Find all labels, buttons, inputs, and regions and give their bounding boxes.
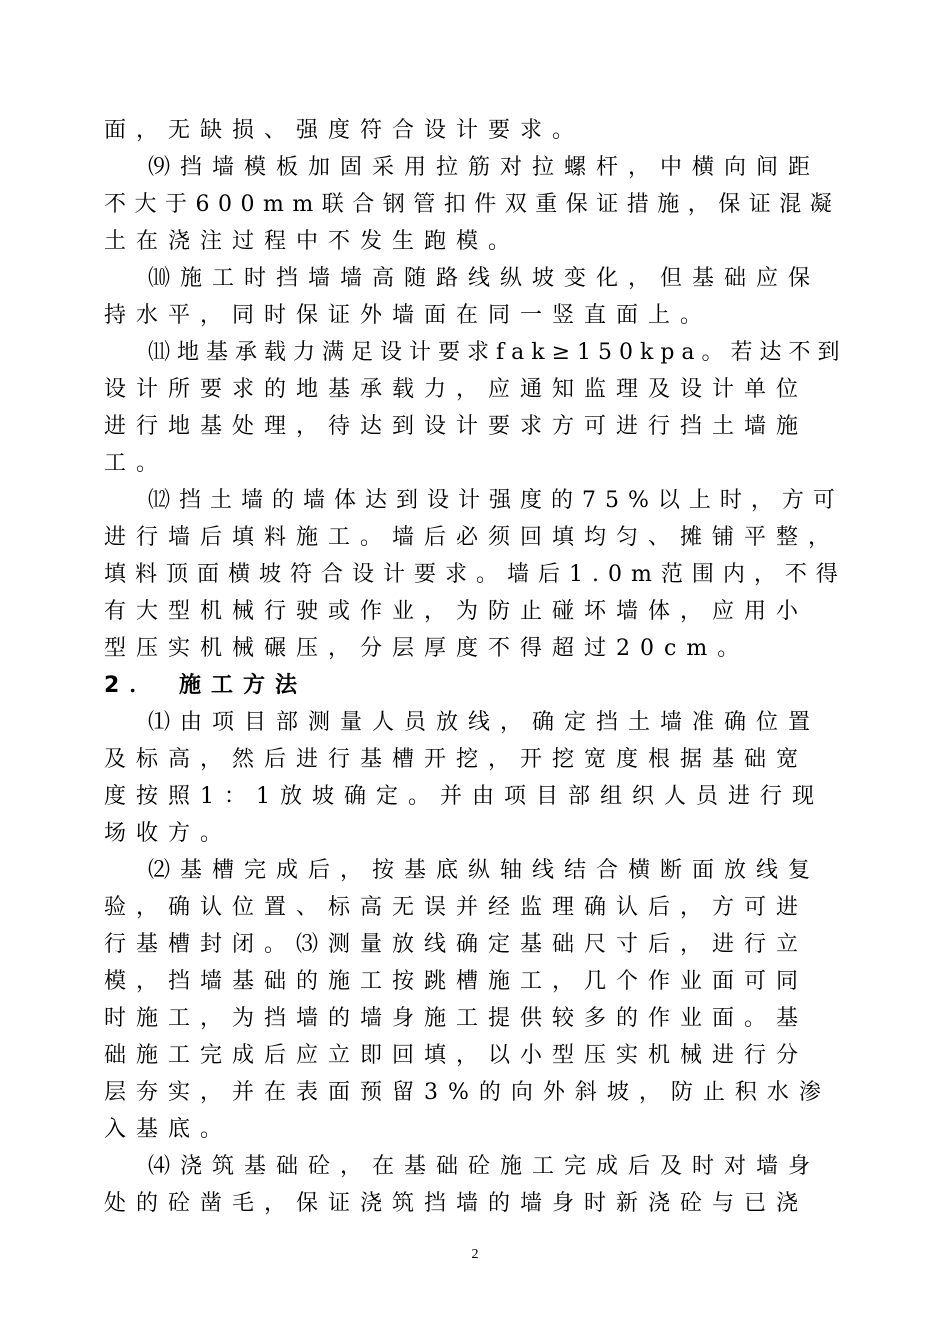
text-line: ⑵基槽完成后，按基底纵轴线结合横断面放线复 [148,858,821,883]
text-line: 础施工完成后应立即回填，以小型压实机械进行分 [104,1043,809,1068]
text-line: 土在浇注过程中不发生跑模。 [104,229,521,254]
text-line: 时施工，为挡墙的墙身施工提供较多的作业面。基 [104,1006,809,1031]
text-line: ⑷浇筑基础砼，在基础砼施工完成后及时对墙身 [148,1154,821,1179]
text-line: ⑾地基承载力满足设计要求fak≥150kpa。若达不到 [148,340,847,365]
text-line: 入基底。 [104,1117,233,1142]
text-line: 面，无缺损、强度符合设计要求。 [104,118,585,143]
page-number: 2 [471,1247,479,1262]
text-line: 设计所要求的地基承载力，应通知监理及设计单位 [104,377,809,402]
text-line: 工。 [104,451,169,476]
text-line: 处的砼凿毛，保证浇筑挡墙的墙身时新浇砼与已浇 [104,1191,809,1216]
text-line: 进行地基处理，待达到设计要求方可进行挡土墙施 [104,414,809,439]
text-line: 持水平，同时保证外墙面在同一竖直面上。 [104,303,713,328]
text-line: 度按照1：1放坡确定。并由项目部组织人员进行现 [104,784,824,809]
text-line: 填料顶面横坡符合设计要求。墙后1.0m范围内，不得 [104,562,847,587]
text-line: 有大型机械行驶或作业，为防止碰坏墙体，应用小 [104,599,809,624]
text-line: ⑿挡土墙的墙体达到设计强度的75%以上时，方可 [148,488,844,513]
text-line: 行基槽封闭。⑶测量放线确定基础尺寸后，进行立 [104,932,809,957]
text-line: 模，挡墙基础的施工按跳槽施工，几个作业面可同 [104,969,809,994]
section-heading: 2． 施工方法 [104,673,307,698]
text-line: 场收方。 [104,821,233,846]
text-line: 不大于600mm联合钢管扣件双重保证措施，保证混凝 [104,192,841,217]
text-line: 进行墙后填料施工。墙后必须回填均匀、摊铺平整， [104,525,841,550]
text-line: ⑼挡墙模板加固采用拉筋对拉螺杆，中横向间距 [148,155,821,180]
text-line: 及标高，然后进行基槽开挖，开挖宽度根据基础宽 [104,747,809,772]
text-line: ⑽施工时挡墙墙高随路线纵坡变化，但基础应保 [148,266,821,291]
text-line: 层夯实，并在表面预留3%的向外斜坡，防止积水渗 [104,1080,831,1105]
text-line: ⑴由项目部测量人员放线，确定挡土墙准确位置 [148,710,821,735]
text-line: 验，确认位置、标高无误并经监理确认后，方可进 [104,895,809,920]
text-line: 型压实机械碾压，分层厚度不得超过20cm。 [104,636,750,661]
